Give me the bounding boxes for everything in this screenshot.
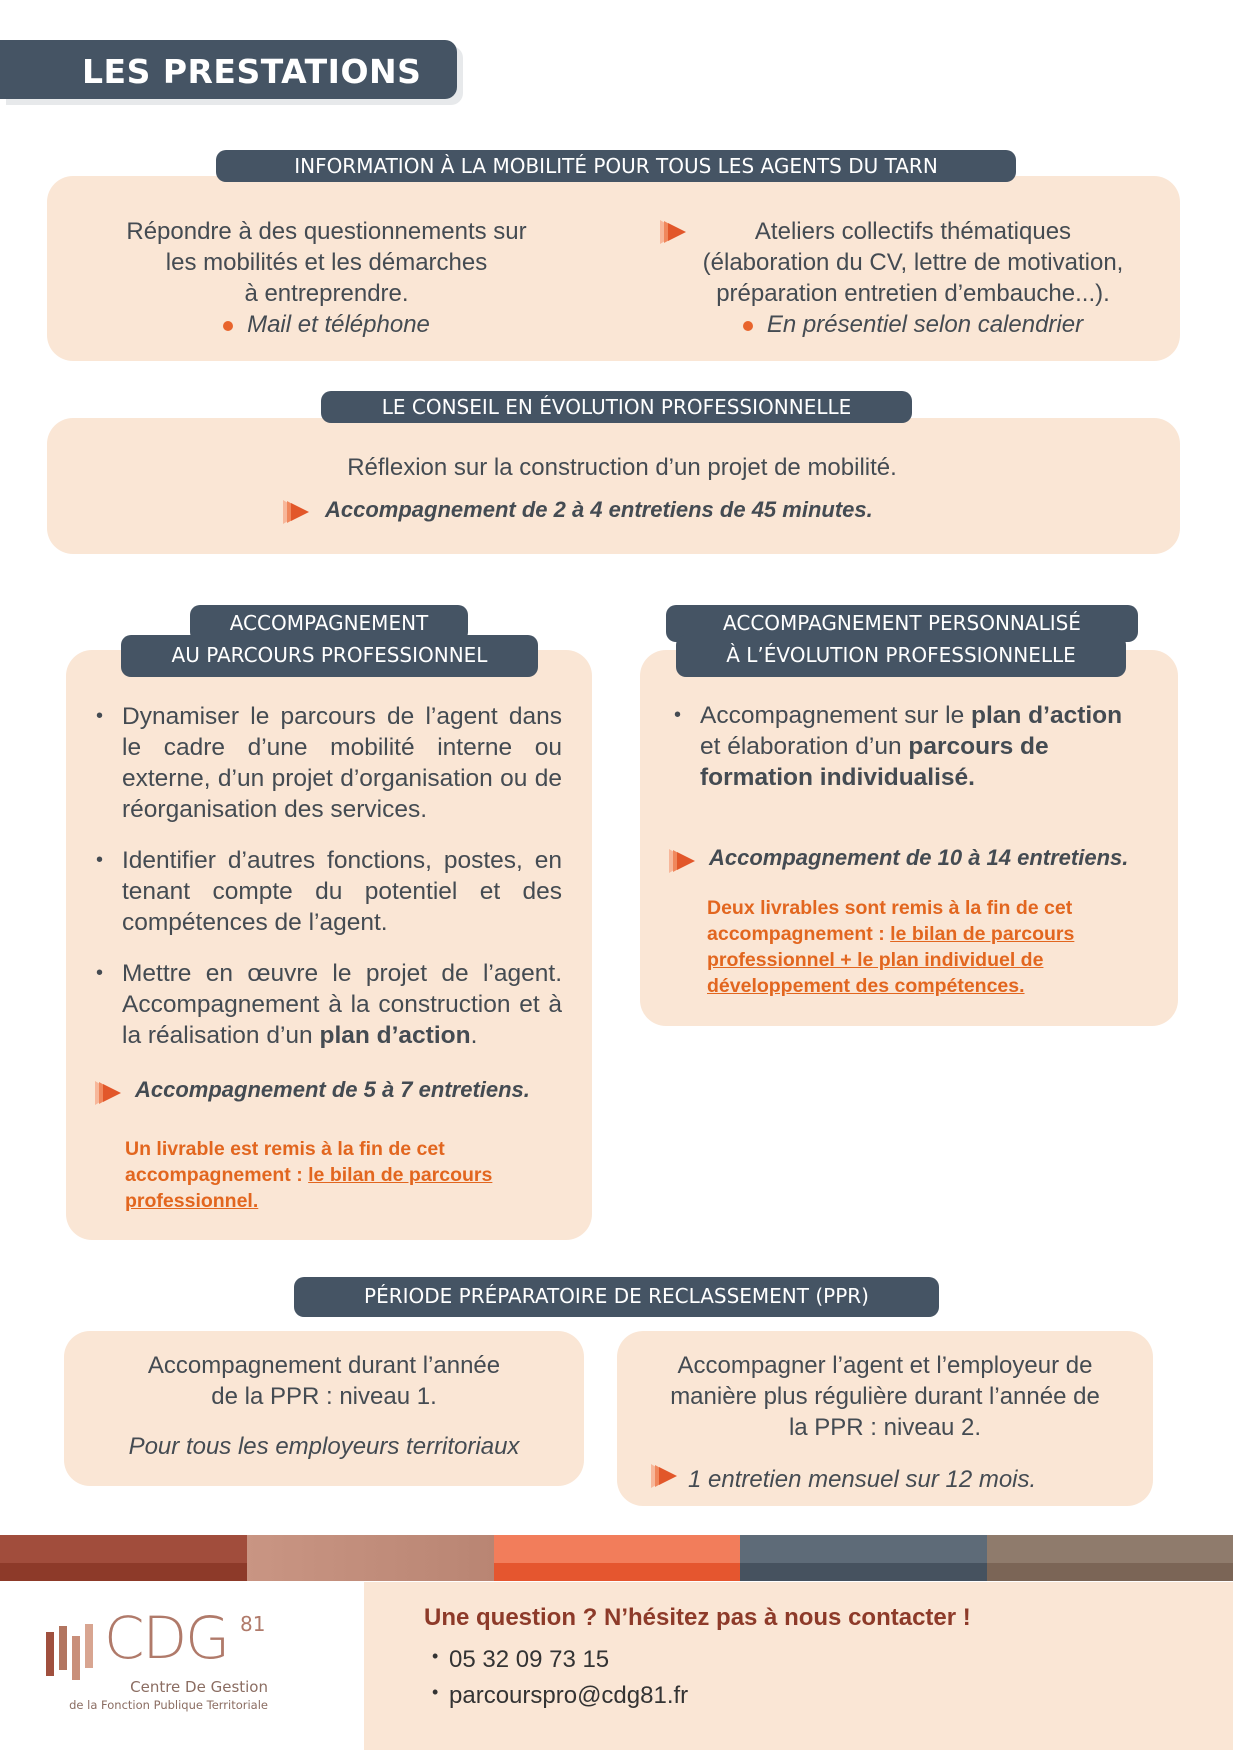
list-item: • Identifier d’autres fonctions, postes, en tenant compte du potentiel et des compétences de l’agent. — [92, 845, 562, 938]
contact-question: Une question ? N’hésitez pas à nous contacter ! — [424, 1604, 971, 1631]
personalized-heading-2: À L’ÉVOLUTION PROFESSIONNELLE — [676, 635, 1126, 677]
deliverable-text: Un livrable est remis à la fin de cet accompagnement : — [125, 1138, 445, 1186]
email-text: parcourspro@cdg81.fr — [449, 1682, 689, 1709]
left-line: à entreprendre. — [244, 280, 409, 307]
decor-stripe — [740, 1535, 987, 1581]
right-line: Ateliers collectifs thématiques — [754, 218, 1072, 245]
item-text: Mettre en œuvre le projet de l’agent. Accompagnement à la construction et à la réalisation d’un — [122, 960, 562, 1049]
deliverable-link: le bilan de parcours professionnel + le plan individuel de développement des compétences. — [707, 923, 1075, 997]
list-item — [670, 700, 1140, 793]
phone-text: 05 32 09 73 15 — [449, 1646, 610, 1673]
ppr-line: de la PPR : niveau 1. — [211, 1383, 437, 1410]
item-end: . — [470, 1022, 478, 1049]
page-title: LES PRESTATIONS — [82, 52, 422, 91]
career-path-heading-2: AU PARCOURS PROFESSIONNEL — [121, 635, 538, 677]
ppr-line: Accompagner l’agent et l’employeur de — [677, 1352, 1093, 1379]
item-text: et élaboration d’un — [700, 733, 909, 760]
contact-email[interactable] — [432, 1682, 689, 1710]
logo-line2: de la Fonction Publique Territoriale — [69, 1698, 268, 1712]
decor-stripe — [247, 1535, 494, 1581]
logo-text: CDG — [104, 1604, 229, 1672]
ppr-heading: PÉRIODE PRÉPARATOIRE DE RECLASSEMENT (PPR) — [294, 1277, 939, 1317]
footer-contact-area — [364, 1582, 1233, 1750]
left-line: Répondre à des questionnements sur — [126, 218, 527, 245]
career-path-note: Accompagnement de 5 à 7 entretiens. — [135, 1077, 530, 1102]
personalized-list — [670, 700, 1140, 793]
arrow-icon — [666, 847, 698, 875]
mobility-info-right — [668, 216, 1158, 340]
left-note: Mail et téléphone — [247, 311, 430, 338]
item-bold: plan d’action — [971, 702, 1123, 729]
item-text: Accompagnement sur le — [700, 702, 971, 729]
decor-stripe — [987, 1535, 1233, 1581]
bullet-icon: • — [432, 1646, 439, 1666]
arrow-icon — [648, 1462, 680, 1490]
personalized-note: Accompagnement de 10 à 14 entretiens. — [709, 845, 1129, 870]
decor-stripe — [0, 1535, 247, 1581]
right-line: préparation entretien d’embauche...). — [716, 280, 1110, 307]
mobility-info-left — [70, 216, 583, 340]
personalized-deliverable — [707, 895, 1147, 999]
bullet-dot-icon — [223, 321, 233, 331]
list-item: • Dynamiser le parcours de l’agent dans le cadre d’une mobilité interne ou externe, d’un projet d’organisation ou de réorganisation des services. — [92, 701, 562, 825]
item-bold: plan d’action — [319, 1022, 471, 1049]
item-bold: parcours de formation individualisé. — [700, 733, 1049, 791]
ppr-level1-text — [64, 1350, 584, 1462]
career-advice-note: Accompagnement de 2 à 4 entretiens de 45 minutes. — [325, 497, 873, 522]
mobility-info-heading: INFORMATION À LA MOBILITÉ POUR TOUS LES AGENTS DU TARN — [216, 150, 1016, 182]
career-path-heading-1: ACCOMPAGNEMENT — [190, 605, 468, 642]
deliverable-link: le bilan de parcours professionnel. — [125, 1164, 493, 1212]
list-item — [92, 958, 562, 1051]
ppr-level1-note: Pour tous les employeurs territoriaux — [128, 1433, 520, 1460]
left-line: les mobilités et les démarches — [165, 249, 488, 276]
deliverable-text: Deux livrables sont remis à la fin de cet accompagnement : — [707, 897, 1073, 945]
ppr-line: Accompagnement durant l’année — [147, 1352, 501, 1379]
contact-phone[interactable] — [432, 1646, 610, 1674]
decor-stripe — [494, 1535, 740, 1581]
ppr-level2-text — [617, 1350, 1153, 1443]
career-advice-text: Réflexion sur la construction d’un projet de mobilité. — [347, 454, 897, 481]
career-path-deliverable — [125, 1136, 565, 1214]
personalized-heading-1: ACCOMPAGNEMENT PERSONNALISÉ — [666, 605, 1138, 642]
career-advice-card — [47, 418, 1180, 554]
bullet-icon: • — [432, 1682, 439, 1702]
footer — [0, 1582, 1233, 1750]
arrow-icon — [92, 1079, 124, 1107]
ppr-line: la PPR : niveau 2. — [788, 1414, 982, 1441]
footer-logo-area — [0, 1582, 364, 1750]
ppr-level2-note: 1 entretien mensuel sur 12 mois. — [688, 1466, 1037, 1493]
right-line: (élaboration du CV, lettre de motivation, — [702, 249, 1124, 276]
arrow-icon — [280, 498, 312, 526]
right-note: En présentiel selon calendrier — [766, 311, 1084, 338]
career-advice-heading: LE CONSEIL EN ÉVOLUTION PROFESSIONNELLE — [321, 391, 912, 423]
page-title-banner — [0, 40, 457, 99]
bullet-dot-icon — [743, 321, 753, 331]
ppr-line: manière plus régulière durant l’année de — [670, 1383, 1100, 1410]
cdg-logo-bars-icon — [44, 1618, 104, 1682]
career-path-list — [92, 701, 562, 1051]
logo-number: 81 — [240, 1612, 266, 1636]
logo-line1: Centre De Gestion — [130, 1678, 268, 1696]
